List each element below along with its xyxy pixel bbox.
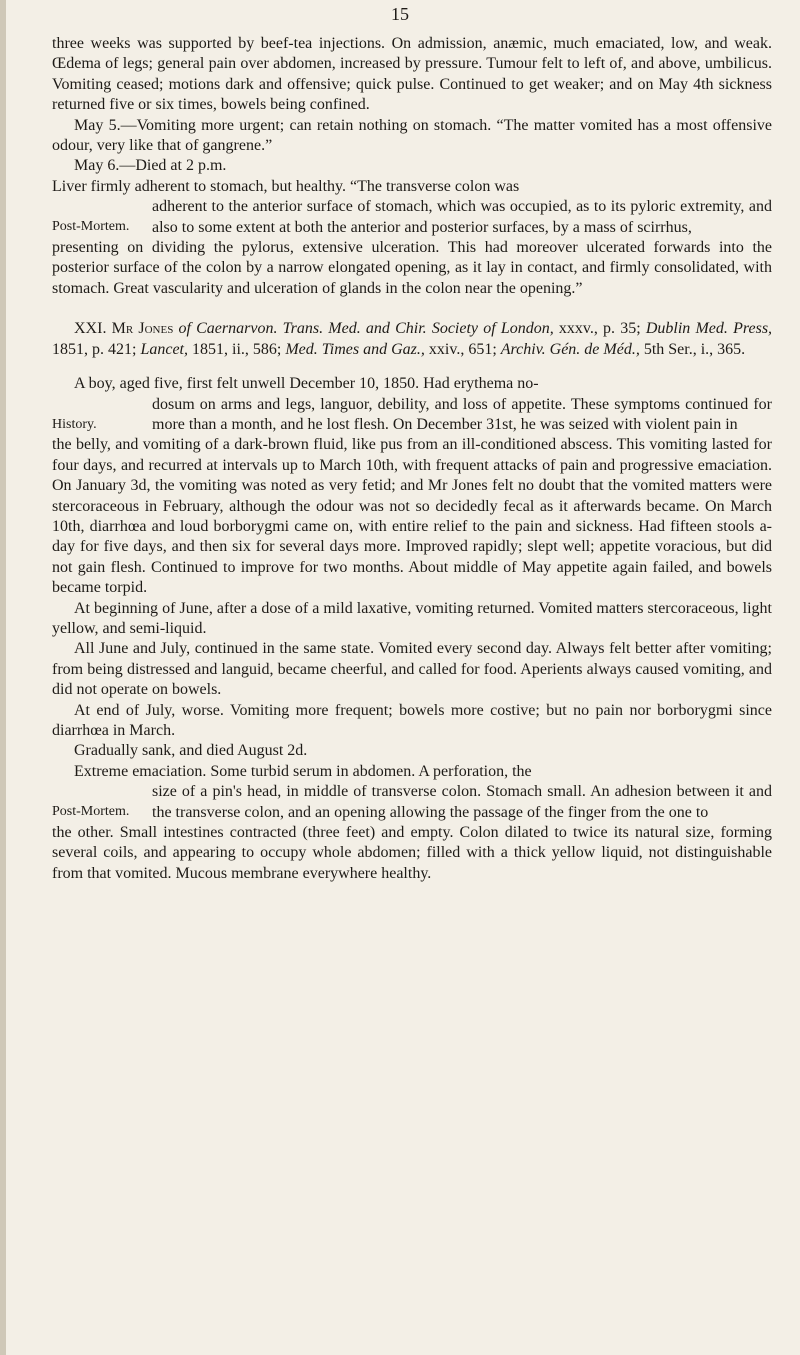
case-xxi-postmortem-first: Extreme emaciation. Some turbid serum in abdomen. A perforation, the bbox=[74, 762, 532, 780]
case-xxi-history-rest: the belly, and vomiting of a dark-brown fluid, like pus from an ill-conditioned abscess. This vomiting lasted for four days, and recurred at intervals up to March 10th, with frequent attacks of pain and progressive emaciation. On January 3d, the vomiting was noted as very fetid; and Mr Jones felt no doubt that the vomited matters were stercoraceous in February, although the odour was not so decidedly fecal as it afterwards became. On March 10th, diarrhœa and loud borborygmi came on, with entire relief to the pain and sickness. Had fifteen stools a-day for five days, and then six for several days more. Improved rapidly; slept well; appetite voracious, but did not gain flesh. Continued to improve for two months. About middle of May appetite again failed, and bowels became torpid. bbox=[52, 436, 772, 597]
case-xxi-postmortem-rest: the other. Small intestines contracted (three feet) and empty. Colon dilated to twice its natural size, forming several coils, and appearing to occupy whole abdomen; filled with a thick yellow liquid, not distinguishable from that vomited. Mucous membrane everywhere healthy. bbox=[52, 824, 772, 882]
case-xxi-postmortem-hang: size of a pin's head, in middle of transverse colon. Stomach small. An adhesion between it and the transverse colon, and an opening allowing the passage of the finger from the one to bbox=[152, 783, 772, 821]
case-xxi-number: XXI. bbox=[74, 320, 107, 338]
case-xxi-end-july: At end of July, worse. Vomiting more frequent; bowels more costive; but no pain nor borborygmi since diarrhœa in March. bbox=[52, 701, 772, 739]
case-xxi-ref-dublin: Dublin Med. Press, bbox=[645, 320, 773, 338]
page-number: 15 bbox=[391, 4, 409, 24]
case-xxi-ref-archiv-page: 5th Ser., i., 365. bbox=[643, 340, 746, 358]
case-xxi-history-first: A boy, aged five, first felt unwell December 10, 1850. Had erythema no- bbox=[74, 375, 539, 393]
case-xx-liver-first-line: Liver firmly adherent to stomach, but healthy. “The transverse colon was bbox=[52, 177, 520, 195]
margin-note-postmortem-1: Post-Mortem. bbox=[52, 219, 130, 235]
case-xxi-history-hang: dosum on arms and legs, languor, debility, and loss of appetite. These symptoms continued for more than a month, and he lost flesh. On December 31st, he was seized with violent pain in bbox=[152, 395, 772, 433]
case-xxi-ref-journal: of Caernarvon. Trans. Med. and Chir. Society of London, bbox=[178, 320, 554, 338]
margin-note-postmortem-2: Post-Mortem. bbox=[52, 804, 130, 820]
case-xxi-june: At beginning of June, after a dose of a mild laxative, vomiting returned. Vomited matters stercoraceous, light yellow, and semi-liquid. bbox=[52, 599, 772, 637]
case-xx-may5: May 5.—Vomiting more urgent; can retain nothing on stomach. “The matter vomited has a most offensive odour, very like that of gangrene.” bbox=[52, 116, 772, 155]
margin-note-history: History. bbox=[52, 416, 97, 432]
case-xxi-heading bbox=[52, 319, 772, 360]
page-binding-edge bbox=[0, 0, 6, 1355]
case-xx-postmortem-block bbox=[52, 197, 772, 238]
case-xxi-history-block bbox=[52, 395, 772, 436]
case-xxi-july: All June and July, continued in the same state. Vomited every second day. Always felt better after vomiting; from being distressed and languid, became cheerful, and called for food. Aperients always caused vomiting, and did not operate on bowels. bbox=[52, 640, 772, 699]
case-xxi-death: Gradually sank, and died August 2d. bbox=[74, 742, 308, 760]
case-xx-may6: May 6.—Died at 2 p.m. bbox=[74, 157, 227, 175]
case-xxi-ref-dublin-page: 1851, p. 421; bbox=[52, 340, 137, 358]
case-xxi-ref-vol: xxxv., p. 35; bbox=[558, 320, 641, 338]
case-xxi-ref-lancet-page: 1851, ii., 586; bbox=[192, 340, 282, 358]
case-xxi-postmortem-block bbox=[52, 782, 772, 823]
case-xx-paragraph-1: three weeks was supported by beef-tea injections. On admission, anæmic, much emaciated, low, and weak. Œdema of legs; general pain over abdomen, increased by pressure. Tumour felt to left of, and above, umbilicus. Vomiting ceased; motions dark and offensive; quick pulse. Continued to get weaker; and on May 4th sickness returned five or six times, bowels being confined. bbox=[52, 35, 772, 114]
case-xxi-author: Mr Jones bbox=[111, 320, 174, 338]
case-xxi-ref-medtimes: Med. Times and Gaz., bbox=[285, 340, 425, 358]
case-xx-postmortem-hang: adherent to the anterior surface of stomach, which was occupied, as to its pyloric extremity, and also to some extent at both the anterior and posterior surfaces, by a mass of scirrhus, bbox=[152, 198, 772, 236]
body-text bbox=[52, 34, 772, 884]
case-xx-postmortem-rest: presenting on dividing the pylorus, extensive ulceration. This had moreover ulcerated forwards into the posterior surface of the colon by a narrow elongated opening, as it lay in contact, and firmly consolidated, with stomach. Great vascularity and ulceration of glands in the colon near the opening.” bbox=[52, 239, 772, 297]
case-xxi-ref-archiv: Archiv. Gén. de Méd., bbox=[500, 340, 640, 358]
case-xxi-ref-medtimes-page: xxiv., 651; bbox=[428, 340, 497, 358]
case-xxi-ref-lancet: Lancet, bbox=[140, 340, 188, 358]
